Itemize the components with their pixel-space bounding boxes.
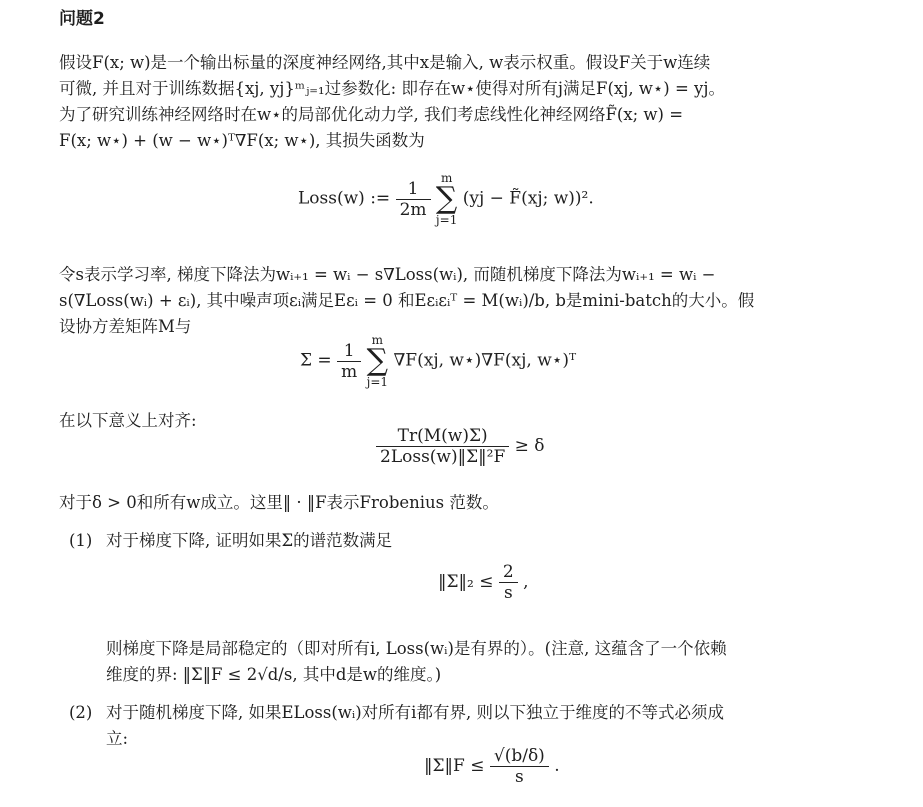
gd-line: s(∇Loss(wᵢ) + εᵢ), 其中噪声项εᵢ满足Eεᵢ = 0 和Eεᵢεᵢᵀ = M(wᵢ)/b, b是mini-batch的大小。假 xyxy=(59,291,755,310)
part1-label: (1) xyxy=(69,531,93,550)
sum-symbol: ∑ xyxy=(366,343,389,378)
align-rhs: ≥ δ xyxy=(514,436,545,456)
intro-line: F(x; w⋆) + (w − w⋆)ᵀ∇F(x; w⋆), 其损失函数为 xyxy=(59,131,425,150)
loss-fraction xyxy=(396,179,431,220)
sum-symbol: ∑ xyxy=(435,181,458,216)
sigma-lhs: Σ = xyxy=(300,350,332,371)
loss-sum-bottom: j=1 xyxy=(435,213,458,227)
part2-label: (2) xyxy=(69,703,93,722)
intro-line: 为了研究训练神经网络时在w⋆的局部优化动力学, 我们考虑线性化神经网络F̃(x; w) = xyxy=(59,105,684,124)
part1-frac-den: s xyxy=(503,583,513,603)
part1-eq-lhs: ‖Σ‖₂ ≤ xyxy=(438,572,494,592)
sigma-body: ∇F(xj, w⋆)∇F(xj, w⋆)ᵀ xyxy=(393,350,577,371)
sigma-frac-den: m xyxy=(341,361,358,382)
sigma-fraction xyxy=(337,341,361,382)
part2-equation xyxy=(424,746,560,787)
gd-paragraph xyxy=(59,262,754,340)
part1-note-line: 则梯度下降是局部稳定的（即对所有i, Loss(wᵢ)是有界的）。(注意, 这蕴含了一个依赖 xyxy=(106,639,727,658)
loss-frac-den: 2m xyxy=(399,199,427,220)
part1-note-line: 维度的界: ‖Σ‖F ≤ 2√d/s, 其中d是w的维度。) xyxy=(106,665,442,684)
part2-frac-den: s xyxy=(514,767,524,787)
part1-equation xyxy=(438,562,529,603)
intro-line: 假设F(x; w)是一个输出标量的深度神经网络,其中x是输入, w表示权重。假设F关于w连续 xyxy=(59,53,711,72)
sigma-sum xyxy=(367,334,388,388)
part2-eq-end: . xyxy=(554,756,560,776)
part2-text-line: 对于随机梯度下降, 如果ELoss(wᵢ)对所有i都有界, 则以下独立于维度的不等式必须成 xyxy=(106,703,724,722)
part2-text-line: 立: xyxy=(106,729,129,748)
align-equation xyxy=(376,426,545,467)
part2-eq-lhs: ‖Σ‖F ≤ xyxy=(424,756,485,776)
part2-fraction xyxy=(490,746,549,787)
holds-text: 对于δ > 0和所有w成立。这里‖ · ‖F表示Frobenius 范数。 xyxy=(59,493,499,512)
loss-equation xyxy=(298,172,594,226)
sigma-sum-bottom: j=1 xyxy=(366,375,389,389)
part1-frac-num: 2 xyxy=(499,562,518,583)
intro-paragraph xyxy=(59,50,725,154)
sigma-frac-num: 1 xyxy=(337,341,361,362)
loss-sum-top: m xyxy=(440,171,453,185)
loss-frac-num: 1 xyxy=(396,179,431,200)
loss-lhs: Loss(w) := xyxy=(298,188,391,209)
align-text: 在以下意义上对齐: xyxy=(59,411,197,430)
loss-sum xyxy=(436,172,457,226)
gd-line: 设协方差矩阵M与 xyxy=(59,317,192,336)
part1-eq-end: , xyxy=(523,572,529,592)
align-fraction xyxy=(376,426,509,467)
sigma-sum-top: m xyxy=(371,333,384,347)
part1-fraction xyxy=(499,562,518,603)
sigma-equation xyxy=(300,334,576,388)
part2-text xyxy=(106,700,724,752)
align-frac-den: 2Loss(w)‖Σ‖²F xyxy=(380,447,506,467)
gd-line: 令s表示学习率, 梯度下降法为wᵢ₊₁ = wᵢ − s∇Loss(wᵢ), 而随机梯度下降法为wᵢ₊₁ = wᵢ − xyxy=(59,265,716,284)
intro-line: 可微, 并且对于训练数据{xj, yj}ᵐⱼ₌₁过参数化: 即存在w⋆使得对所有j满足F(xj, w⋆) = yj。 xyxy=(59,79,725,98)
align-frac-num: Tr(M(w)Σ) xyxy=(376,426,509,447)
part2-frac-num: √(b/δ) xyxy=(490,746,549,767)
problem-title: 问题2 xyxy=(59,9,105,29)
part1-text: 对于梯度下降, 证明如果Σ的谱范数满足 xyxy=(106,531,393,550)
loss-body: (yj − F̃(xj; w))². xyxy=(462,188,594,209)
part1-note xyxy=(106,636,727,688)
